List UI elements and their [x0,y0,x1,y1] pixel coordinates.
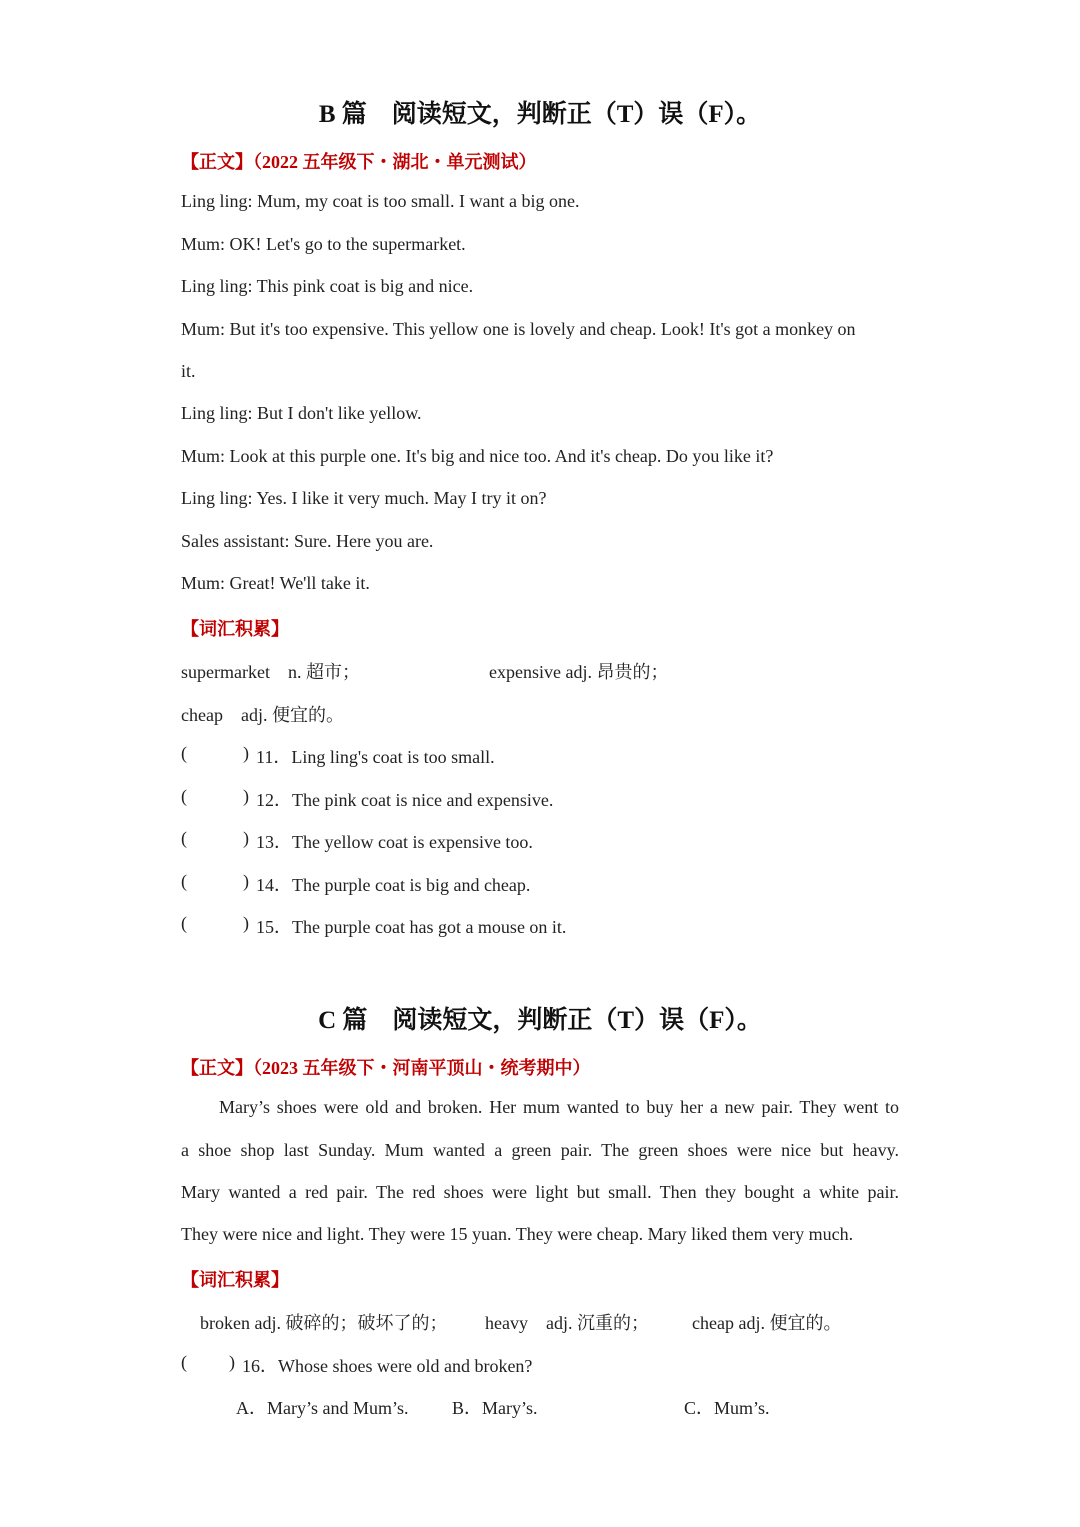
question-text: The pink coat is nice and expensive. [292,790,554,810]
answer-paren-open: ( [181,871,187,891]
answer-paren-close: ) [243,828,249,848]
answer-paren-close: ) [243,871,249,891]
answer-paren-close: ) [243,913,249,933]
passage-line: They were nice and light. They were 15 yuan. They were cheap. Mary liked them very much. [181,1224,854,1244]
vocab-item: cheap adj. 便宜的。 [181,705,344,725]
vocab-item: expensive adj. 昂贵的； [489,662,669,682]
dialogue-line: Ling ling: Mum, my coat is too small. I want a big one. [181,191,580,211]
question-text: Ling ling's coat is too small. [291,747,495,767]
question-row [181,913,681,939]
answer-paren-open: ( [181,913,187,933]
question-row [181,828,681,854]
dialogue-line: Mum: Great! We'll take it. [181,573,370,593]
dialogue-line: Sales assistant: Sure. Here you are. [181,531,434,551]
question-number: 15． [256,917,292,937]
dialogue-line: it. [181,361,196,381]
question-text: The yellow coat is expensive too. [292,832,533,852]
vocab-item: cheap adj. 便宜的。 [692,1313,842,1333]
question-number: 14． [256,875,292,895]
dialogue-line: Ling ling: But I don't like yellow. [181,403,422,423]
answer-paren-open: ( [181,743,187,763]
question-number: 11． [256,747,292,767]
answer-paren-open: ( [181,1352,187,1372]
question-row [181,743,681,769]
vocab-item: broken adj. 破碎的；破坏了的； [200,1313,448,1333]
section-b-source-tag: 【正文】（2022 五年级下・湖北・单元测试） [181,152,537,172]
passage-line: Mary’s shoes were old and broken. Her mum wanted to buy her a new pair. They went to [219,1097,899,1117]
question-row [181,1352,681,1378]
vocab-item: supermarket n. 超市； [181,662,360,682]
dialogue-line: Mum: But it's too expensive. This yellow one is lovely and cheap. Look! It's got a monkey on [181,319,856,339]
section-b-title: B 篇 阅读短文，判断正（T）误（F）。 [318,101,762,128]
question-text: The purple coat is big and cheap. [292,875,531,895]
answer-paren-close: ) [243,786,249,806]
question-number: 13． [256,832,292,852]
dialogue-line: Ling ling: Yes. I like it very much. May I try it on? [181,488,547,508]
passage-line: a shoe shop last Sunday. Mum wanted a green pair. The green shoes were nice but heavy. [181,1140,899,1160]
question-number: 12． [256,790,292,810]
section-b-vocab-tag: 【词汇积累】 [181,619,289,639]
section-c-title: C 篇 阅读短文，判断正（T）误（F）。 [318,1007,762,1034]
vocab-item: heavy adj. 沉重的； [485,1313,649,1333]
option-c: C．Mum’s. [684,1398,770,1418]
passage-line: Mary wanted a red pair. The red shoes were light but small. Then they bought a white pair. [181,1182,899,1202]
answer-paren-open: ( [181,786,187,806]
dialogue-line: Ling ling: This pink coat is big and nice. [181,276,474,296]
question-number: 16． [242,1356,278,1376]
dialogue-line: Mum: OK! Let's go to the supermarket. [181,234,466,254]
question-text: The purple coat has got a mouse on it. [292,917,567,937]
dialogue-line: Mum: Look at this purple one. It's big and nice too. And it's cheap. Do you like it? [181,446,774,466]
answer-paren-close: ) [243,743,249,763]
answer-paren-open: ( [181,828,187,848]
section-c-vocab-tag: 【词汇积累】 [181,1270,289,1290]
answer-paren-close: ) [229,1352,235,1372]
question-text: Whose shoes were old and broken? [278,1356,533,1376]
question-row [181,871,681,897]
section-c-source-tag: 【正文】（2023 五年级下・河南平顶山・统考期中） [181,1058,591,1078]
option-b: B．Mary’s. [452,1398,538,1418]
option-a: A．Mary’s and Mum’s. [236,1398,409,1418]
question-row [181,786,681,812]
